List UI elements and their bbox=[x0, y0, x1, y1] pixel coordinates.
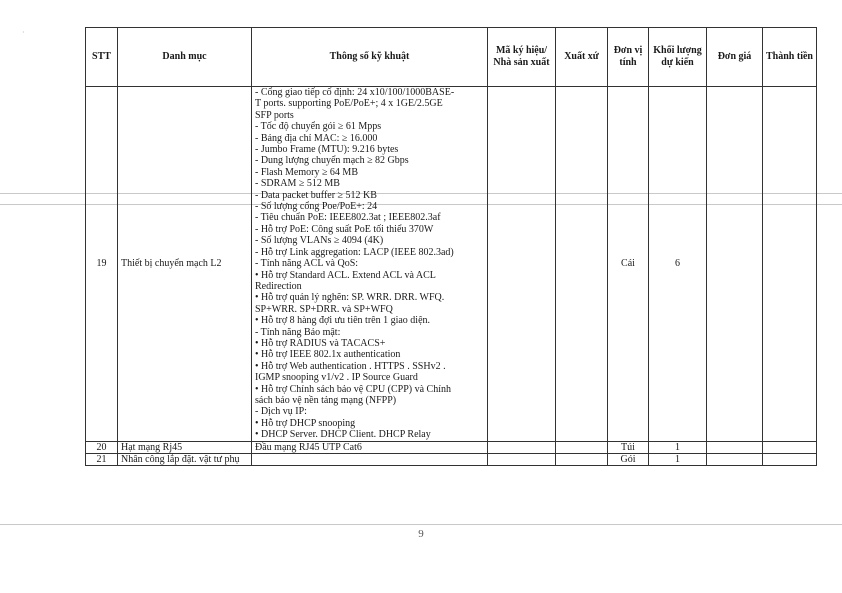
spec-line: - Hỗ trợ Link aggregation: LACP (IEEE 802.3ad) bbox=[255, 246, 454, 258]
row-spec bbox=[252, 454, 488, 466]
row-unit: Gói bbox=[608, 454, 649, 466]
row-stt: 21 bbox=[86, 454, 118, 466]
row-quantity: 1 bbox=[649, 441, 707, 453]
col-header-category: Danh mục bbox=[118, 28, 252, 87]
spec-line: - Số lượng VLANs ≥ 4094 (4K) bbox=[255, 235, 384, 247]
row-origin-cell bbox=[556, 454, 608, 466]
spec-lines-list bbox=[255, 87, 484, 441]
spec-line: sách bảo vệ nền tảng mạng (NFPP) bbox=[255, 394, 397, 406]
col-header-stt: STT bbox=[86, 28, 118, 87]
spec-line: • Hỗ trợ quản lý nghẽn: SP. WRR. DRR. WFQ. bbox=[255, 292, 445, 304]
equipment-spec-table bbox=[85, 27, 817, 466]
spec-line: - Flash Memory ≥ 64 MB bbox=[255, 166, 358, 178]
row-origin-cell bbox=[556, 87, 608, 442]
spec-line: - Cổng giao tiếp cố định: 24 x10/100/1000BASE- bbox=[255, 87, 455, 98]
row-unit-price-cell bbox=[707, 454, 763, 466]
spec-line: - SDRAM ≥ 512 MB bbox=[255, 178, 340, 190]
table-header-row bbox=[86, 28, 817, 87]
row-item-name: Nhân công lắp đặt. vật tư phụ bbox=[118, 454, 252, 466]
row-unit: Túi bbox=[608, 441, 649, 453]
row-total-cell bbox=[763, 454, 817, 466]
row-total-cell bbox=[763, 87, 817, 442]
col-header-code-manufacturer: Mã ký hiệu/ Nhà sản xuất bbox=[488, 28, 556, 87]
spec-line: SP+WRR. SP+DRR. và SP+WFQ bbox=[255, 303, 393, 315]
row-quantity: 6 bbox=[649, 87, 707, 442]
table-row bbox=[86, 441, 817, 453]
spec-line: - Tốc độ chuyển gói ≥ 61 Mpps bbox=[255, 121, 382, 133]
spec-line: Redirection bbox=[255, 280, 302, 292]
spec-line: • Hỗ trợ 8 hàng đợi ưu tiên trên 1 giao diện. bbox=[255, 315, 431, 327]
spec-line: - Tính năng ACL và QoS: bbox=[255, 258, 359, 270]
row-item-name: Thiết bị chuyển mạch L2 bbox=[118, 87, 252, 442]
spec-line: • Hỗ trợ Web authentication . HTTPS . SSHv2 . bbox=[255, 360, 446, 372]
row-unit-price-cell bbox=[707, 87, 763, 442]
spec-line: - Tiêu chuẩn PoE: IEEE802.3at ; IEEE802.3af bbox=[255, 212, 441, 224]
col-header-origin: Xuất xứ bbox=[556, 28, 608, 87]
row-origin-cell bbox=[556, 441, 608, 453]
row-total-cell bbox=[763, 441, 817, 453]
scan-dust-mark: · bbox=[22, 28, 25, 37]
col-header-unit: Đơn vị tính bbox=[608, 28, 649, 87]
row-code-cell bbox=[488, 454, 556, 466]
col-header-total: Thành tiền bbox=[763, 28, 817, 87]
page-number: 9 bbox=[418, 528, 424, 540]
col-header-specs: Thông số kỹ khuật bbox=[252, 28, 488, 87]
spec-line: - Data packet buffer ≥ 512 KB bbox=[255, 189, 377, 201]
row-spec: Đầu mạng RJ45 UTP Cat6 bbox=[252, 441, 488, 453]
spec-line: IGMP snooping v1/v2 . IP Source Guard bbox=[255, 372, 418, 384]
row-item-name: Hạt mạng Rj45 bbox=[118, 441, 252, 453]
spec-line: - Dịch vụ IP: bbox=[255, 406, 307, 418]
row-stt: 20 bbox=[86, 441, 118, 453]
spec-line: - Tính năng Bảo mật: bbox=[255, 326, 341, 338]
spec-line: - Dung lượng chuyển mạch ≥ 82 Gbps bbox=[255, 155, 409, 167]
spec-line: • Hỗ trợ RADIUS và TACACS+ bbox=[255, 337, 386, 349]
spec-line: SFP ports bbox=[255, 109, 294, 121]
scan-fold-line-bottom bbox=[0, 524, 842, 525]
row-stt: 19 bbox=[86, 87, 118, 442]
spec-line: • Hỗ trợ IEEE 802.1x authentication bbox=[255, 349, 401, 361]
row-code-cell bbox=[488, 441, 556, 453]
spec-line: • DHCP Server. DHCP Client. DHCP Relay bbox=[255, 429, 431, 441]
spec-line: - Bảng địa chỉ MAC: ≥ 16.000 bbox=[255, 132, 378, 144]
table-row bbox=[86, 87, 817, 442]
col-header-unit-price: Đơn giá bbox=[707, 28, 763, 87]
row-code-cell bbox=[488, 87, 556, 442]
spec-line: - Hỗ trợ PoE: Công suất PoE tối thiểu 370W bbox=[255, 223, 434, 235]
col-header-quantity: Khối lượng dự kiến bbox=[649, 28, 707, 87]
spec-line: - Số lượng cổng Poe/PoE+: 24 bbox=[255, 201, 378, 213]
row-unit: Cái bbox=[608, 87, 649, 442]
spec-line: T ports. supporting PoE/PoE+; 4 x 1GE/2.5GE bbox=[255, 98, 443, 110]
row-unit-price-cell bbox=[707, 441, 763, 453]
row-quantity: 1 bbox=[649, 454, 707, 466]
spec-line: • Hỗ trợ Chính sách bảo vệ CPU (CPP) và Chính bbox=[255, 383, 452, 395]
spec-line: - Jumbo Frame (MTU): 9.216 bytes bbox=[255, 144, 399, 156]
row-specs-cell bbox=[252, 87, 488, 442]
spec-line: • Hỗ trợ DHCP snooping bbox=[255, 417, 356, 429]
table-row bbox=[86, 454, 817, 466]
spec-line: • Hỗ trợ Standard ACL. Extend ACL và ACL bbox=[255, 269, 436, 281]
